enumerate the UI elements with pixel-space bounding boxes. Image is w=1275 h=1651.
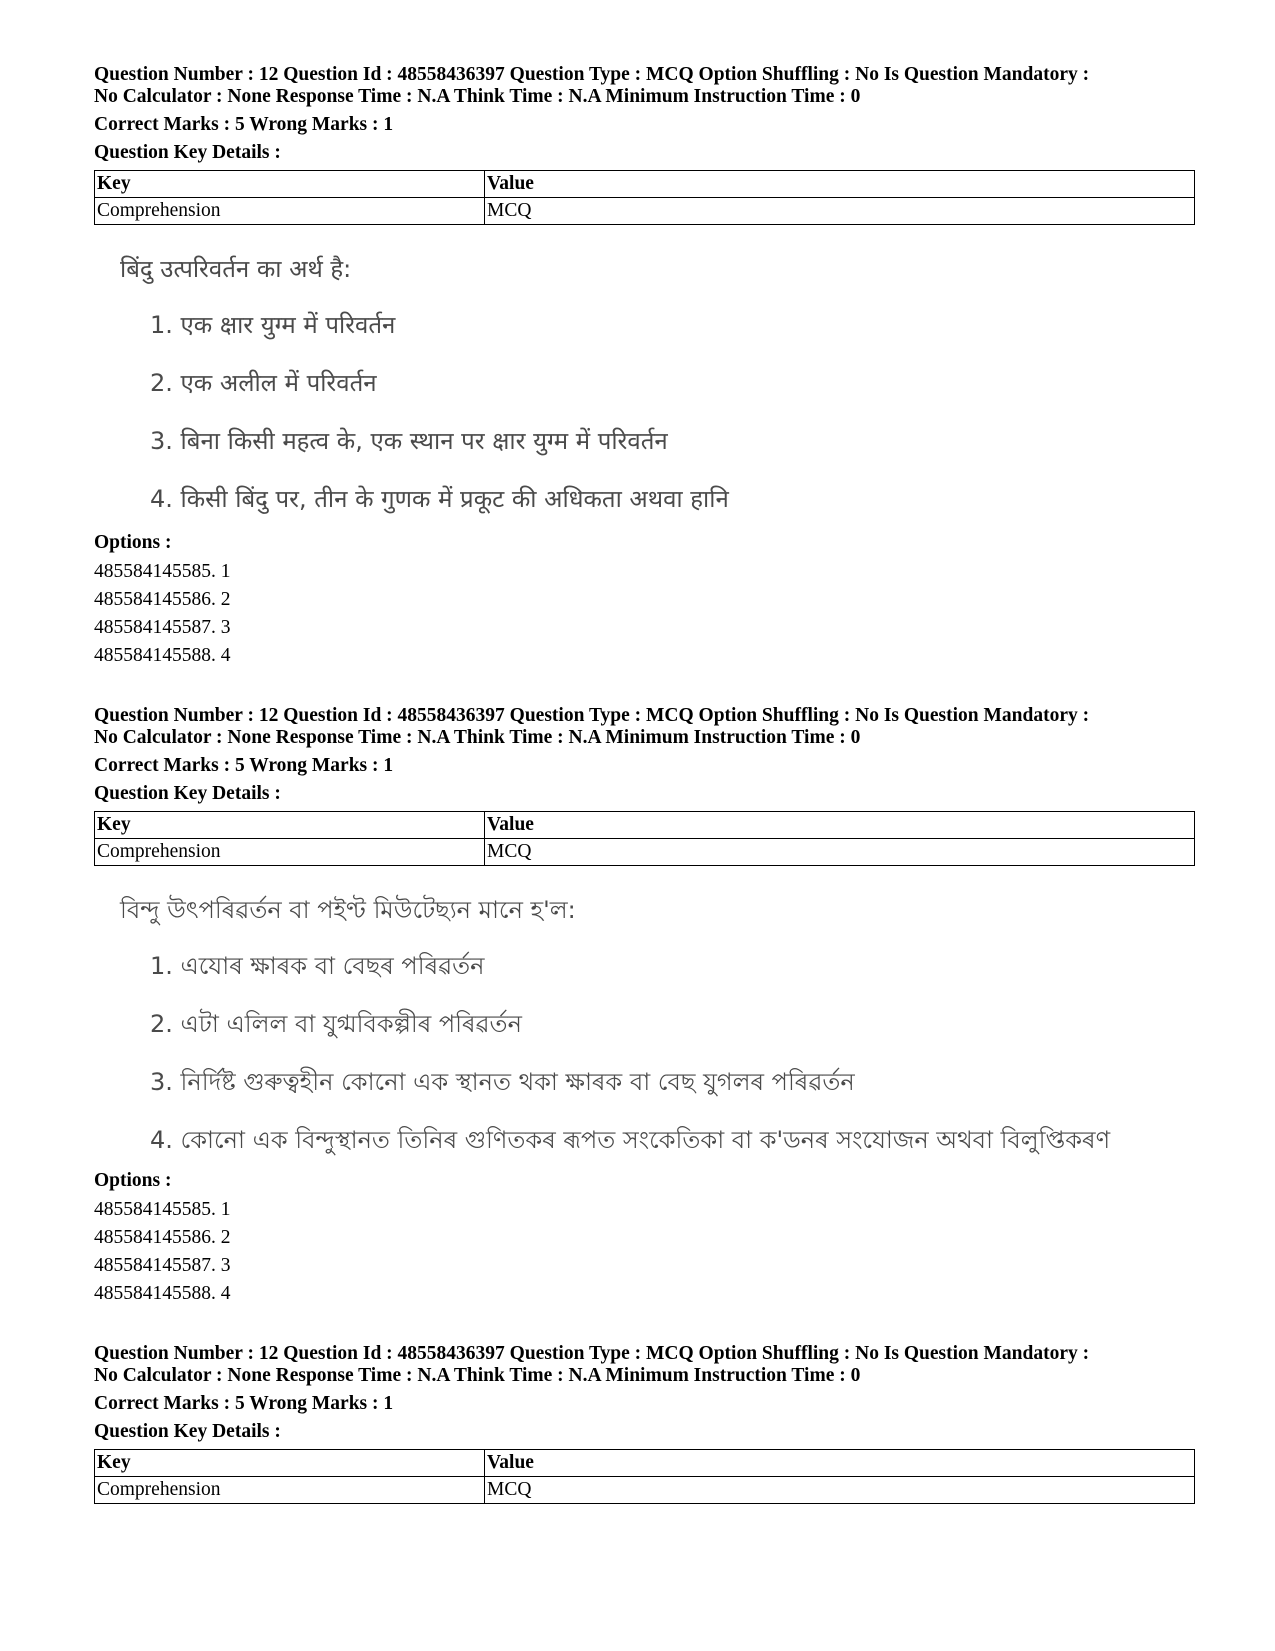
table-header-row — [95, 1450, 1195, 1477]
statement-item: 3. बिना किसी महत्व के, एक स्थान पर क्षार युग्म में परिवर्तन — [150, 427, 668, 455]
table-cell-value: MCQ — [485, 1477, 1195, 1504]
table-header-key: Key — [95, 1450, 485, 1477]
question-meta-line-2: No Calculator : None Response Time : N.A Think Time : N.A Minimum Instruction Time : 0 — [94, 1365, 861, 1386]
marks-line: Correct Marks : 5 Wrong Marks : 1 — [94, 1393, 394, 1414]
options-list — [94, 558, 1194, 670]
marks-line: Correct Marks : 5 Wrong Marks : 1 — [94, 755, 394, 776]
option-item: 485584145588. 4 — [94, 1283, 231, 1304]
statement-item: 2. एक अलील में परिवर्तन — [150, 369, 377, 397]
table-header-value: Value — [485, 812, 1195, 839]
key-details-label: Question Key Details : — [94, 142, 281, 163]
question-meta-line-2: No Calculator : None Response Time : N.A Think Time : N.A Minimum Instruction Time : 0 — [94, 727, 861, 748]
table-cell-key: Comprehension — [95, 1477, 485, 1504]
question-meta — [94, 1343, 1194, 1387]
statement-item: 2. এটা এলিল বা যুগ্মবিকল্পীৰ পৰিৱৰ্তন — [150, 1010, 522, 1038]
table-header-value: Value — [485, 1450, 1195, 1477]
key-value-table — [94, 170, 1195, 225]
options-list — [94, 1196, 1194, 1308]
option-item: 485584145587. 3 — [94, 617, 231, 638]
key-value-table — [94, 1449, 1195, 1504]
options-block-1 — [94, 532, 1194, 670]
question-meta-line-2: No Calculator : None Response Time : N.A Think Time : N.A Minimum Instruction Time : 0 — [94, 86, 861, 107]
statement-list — [150, 948, 1194, 1180]
table-cell-key: Comprehension — [95, 839, 485, 866]
key-value-table — [94, 811, 1195, 866]
question-meta-line-1: Question Number : 12 Question Id : 48558436397 Question Type : MCQ Option Shuffling : No Is Question Mandatory : — [94, 1343, 1090, 1364]
options-label: Options : — [94, 532, 172, 553]
question-meta-line-1: Question Number : 12 Question Id : 48558436397 Question Type : MCQ Option Shuffling : No Is Question Mandatory : — [94, 705, 1090, 726]
question-image — [120, 892, 1194, 1180]
option-item: 485584145587. 3 — [94, 1255, 231, 1276]
table-row — [95, 198, 1195, 225]
table-row — [95, 1477, 1195, 1504]
option-item: 485584145588. 4 — [94, 645, 231, 666]
table-cell-value: MCQ — [485, 198, 1195, 225]
question-stem: বিন্দু উৎপৰিৱৰ্তন বা পইণ্ট মিউটেছ্যন মানে হ'ল: — [120, 896, 576, 924]
question-block-2 — [94, 705, 1194, 1180]
table-cell-value: MCQ — [485, 839, 1195, 866]
question-meta — [94, 64, 1194, 108]
table-header-key: Key — [95, 812, 485, 839]
question-stem: बिंदु उत्परिवर्तन का अर्थ है: — [120, 255, 352, 283]
statement-list — [150, 307, 1194, 539]
question-block-1 — [94, 64, 1194, 539]
statement-item: 1. এযোৰ ক্ষাৰক বা বেছৰ পৰিৱৰ্তন — [150, 952, 485, 980]
options-block-2 — [94, 1170, 1194, 1308]
table-row — [95, 839, 1195, 866]
option-item: 485584145586. 2 — [94, 589, 231, 610]
question-block-3 — [94, 1343, 1194, 1504]
table-header-value: Value — [485, 171, 1195, 198]
statement-item: 4. किसी बिंदु पर, तीन के गुणक में प्रकूट की अधिकता अथवा हानि — [150, 485, 729, 513]
table-cell-key: Comprehension — [95, 198, 485, 225]
statement-item: 3. নিৰ্দিষ্ট গুৰুত্বহীন কোনো এক স্থানত থকা ক্ষাৰক বা বেছ যুগলৰ পৰিৱৰ্তন — [150, 1068, 855, 1096]
option-item: 485584145585. 1 — [94, 1199, 231, 1220]
question-image — [120, 251, 1194, 539]
option-item: 485584145586. 2 — [94, 1227, 231, 1248]
key-details-label: Question Key Details : — [94, 1421, 281, 1442]
key-details-label: Question Key Details : — [94, 783, 281, 804]
question-meta — [94, 705, 1194, 749]
marks-line: Correct Marks : 5 Wrong Marks : 1 — [94, 114, 394, 135]
statement-item: 4. কোনো এক বিন্দুস্থানত তিনিৰ গুণিতকৰ ৰূপত সংকেতিকা বা ক'ডনৰ সংযোজন অথবা বিলুপ্তিকৰণ — [150, 1126, 1111, 1154]
table-header-row — [95, 171, 1195, 198]
question-meta-line-1: Question Number : 12 Question Id : 48558436397 Question Type : MCQ Option Shuffling : No Is Question Mandatory : — [94, 64, 1090, 85]
table-header-row — [95, 812, 1195, 839]
options-label: Options : — [94, 1170, 172, 1191]
option-item: 485584145585. 1 — [94, 561, 231, 582]
table-header-key: Key — [95, 171, 485, 198]
statement-item: 1. एक क्षार युग्म में परिवर्तन — [150, 311, 396, 339]
